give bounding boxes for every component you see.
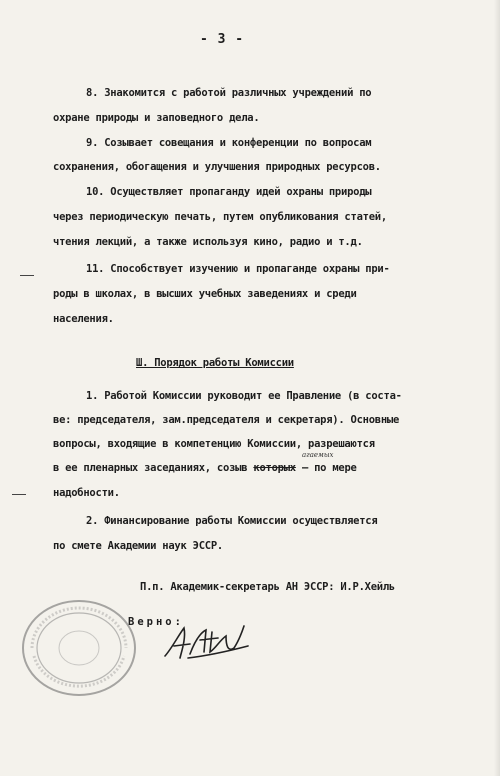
plenary-text-a: в ее пленарных заседаниях, созыв: [53, 462, 248, 474]
item-9-line-2: сохранения, обогащения и улучшения природных ресурсов.: [53, 161, 381, 173]
item-11-line-3: населения.: [53, 313, 114, 325]
item-9-line-1: 9. Созывает совещания и конференции по вопросам: [86, 137, 372, 149]
item-8-line-1: 8. Знакомится с работой различных учреждений по: [86, 87, 372, 99]
margin-tick: [20, 275, 34, 276]
round-seal-stamp: [20, 598, 138, 698]
signature-line: П.п. Академик-секретарь АН ЭССР: И.Р.Хейль: [140, 581, 396, 593]
item-10-line-2: через периодическую печать, путем опубликования статей,: [53, 211, 387, 223]
item-8-line-2: охране природы и заповедного дела.: [53, 112, 260, 124]
s3-item-1-line-2: ве: председателя, зам.председателя и секретаря). Основные: [53, 414, 400, 426]
handwritten-insert: агаемых: [302, 451, 334, 459]
s3-item-1-line-5: надобности.: [53, 487, 120, 499]
margin-tick: [12, 494, 26, 495]
s3-item-1-line-4: [53, 462, 357, 475]
s3-item-2-line-1: 2. Финансирование работы Комиссии осуществляется: [86, 515, 378, 527]
handwritten-signature: [160, 618, 255, 663]
page-number: - 3 -: [200, 32, 245, 47]
section-heading: Ш. Порядок работы Комиссии: [136, 357, 294, 369]
item-10-line-3: чтения лекций, а также используя кино, радио и т.д.: [53, 236, 363, 248]
item-11-line-1: 11. Способствует изучению и пропаганде охраны при-: [86, 263, 390, 275]
plenary-struck-word: которых: [253, 462, 296, 474]
item-11-line-2: роды в школах, в высших учебных заведениях и среди: [53, 288, 357, 300]
s3-item-1-line-3: вопросы, входящие в компетенцию Комиссии, разрешаются: [53, 438, 375, 450]
plenary-text-b: – по мере: [301, 462, 357, 474]
s3-item-1-line-1: 1. Работой Комиссии руководит ее Правление (в соста-: [86, 390, 402, 402]
page-edge-shadow: [494, 0, 500, 776]
certified-label: Верно:: [128, 616, 184, 628]
item-10-line-1: 10. Осуществляет пропаганду идей охраны природы: [86, 186, 372, 198]
s3-item-2-line-2: по смете Академии наук ЭССР.: [53, 540, 224, 552]
